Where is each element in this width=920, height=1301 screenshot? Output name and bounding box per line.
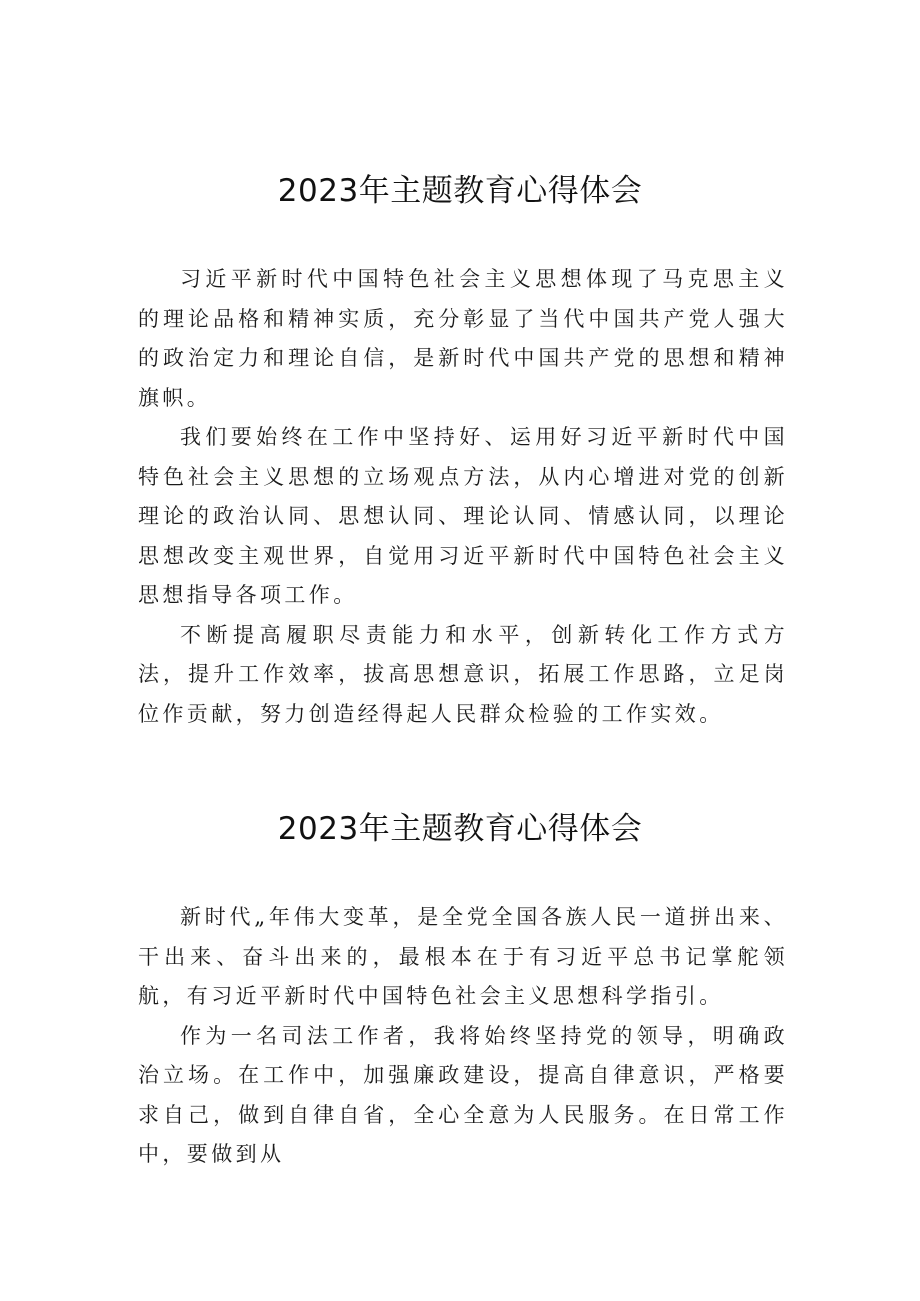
paragraph: 习近平新时代中国特色社会主义思想体现了马克思主义的理论品格和精神实质，充分彰显了当代中国共产党人强大的政治定力和理论自信，是新时代中国共产党的思想和精神旗帜。 [138,267,788,410]
paragraph: 我们要始终在工作中坚持好、运用好习近平新时代中国特色社会主义思想的立场观点方法，从内心增进对党的创新理论的政治认同、思想认同、理论认同、情感认同，以理论思想改变主观世界，自觉用习近平新时代中国特色社会主义思想指导各项工作。 [138,425,788,607]
paragraph: 新时代„年伟大变革，是全党全国各族人民一道拼出来、干出来、奋斗出来的，最根本在于有习近平总书记掌舵领航，有习近平新时代中国特色社会主义思想科学指引。 [138,905,788,1008]
section-title: 2023年主题教育心得体会 [277,173,643,209]
paragraph: 不断提高履职尽责能力和水平，创新转化工作方式方法，提升工作效率，拔高思想意识，拓展工作思路，立足岗位作贡献，努力创造经得起人民群众检验的工作实效。 [138,622,788,726]
section-title: 2023年主题教育心得体会 [277,811,643,847]
section-body [138,260,788,734]
section-body [138,898,788,1175]
paragraph: 作为一名司法工作者，我将始终坚持党的领导，明确政治立场。在工作中，加强廉政建设，提高自律意识，严格要求自己，做到自律自省，全心全意为人民服务。在日常工作中，要做到从 [138,1023,788,1166]
